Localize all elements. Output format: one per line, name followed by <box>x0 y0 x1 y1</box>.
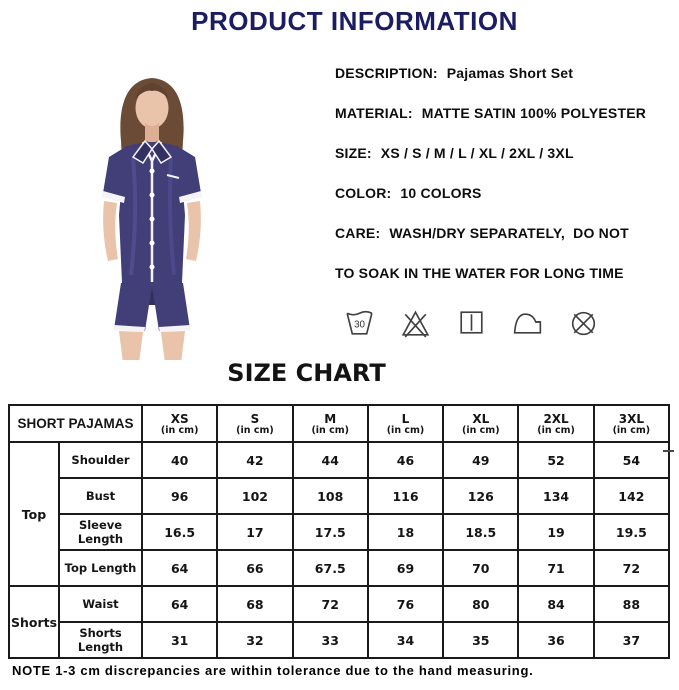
spec-line <box>335 146 679 161</box>
spec-label: COLOR: <box>335 185 392 201</box>
wash-temp-label: 30 <box>354 319 365 331</box>
measure-value-cell: 42 <box>217 442 292 478</box>
do-not-bleach-icon <box>400 304 431 341</box>
spec-line <box>335 266 679 281</box>
measure-value-cell: 88 <box>594 586 669 622</box>
right-arm <box>186 201 201 261</box>
measure-value-cell: 37 <box>594 622 669 658</box>
measure-value-cell: 52 <box>518 442 593 478</box>
measure-value-cell: 64 <box>142 586 217 622</box>
measure-value-cell: 134 <box>518 478 593 514</box>
measure-value-cell: 35 <box>443 622 518 658</box>
spec-line <box>335 106 679 121</box>
size-col-header: S (in cm) <box>217 405 292 442</box>
measure-value-cell: 64 <box>142 550 217 586</box>
spec-label: SIZE: <box>335 145 372 161</box>
measure-value-cell: 54 <box>594 442 669 478</box>
size-col-header: L (in cm) <box>368 405 443 442</box>
spec-value: Pajamas Short Set <box>446 65 574 81</box>
measure-value-cell: 32 <box>217 622 292 658</box>
spec-line <box>335 186 679 201</box>
spec-value: XS / S / M / L / XL / 2XL / 3XL <box>380 145 574 161</box>
measure-value-cell: 18.5 <box>443 514 518 550</box>
measure-label-cell: Shorts Length <box>59 622 142 658</box>
measure-value-cell: 126 <box>443 478 518 514</box>
size-chart-header-row <box>9 405 669 442</box>
pajama-top <box>102 141 202 283</box>
measure-value-cell: 80 <box>443 586 518 622</box>
right-leg <box>161 331 185 360</box>
measure-label-cell: Shoulder <box>59 442 142 478</box>
spec-label: DESCRIPTION: <box>335 65 438 81</box>
measure-value-cell: 17 <box>217 514 292 550</box>
spec-value: 10 COLORS <box>400 185 482 201</box>
table-row <box>9 442 669 478</box>
left-arm <box>103 201 118 261</box>
measure-value-cell: 69 <box>368 550 443 586</box>
measure-value-cell: 31 <box>142 622 217 658</box>
model-photo-illustration <box>60 58 340 360</box>
measure-value-cell: 102 <box>217 478 292 514</box>
measure-value-cell: 142 <box>594 478 669 514</box>
care-icons-row <box>344 304 599 341</box>
group-cell: Top <box>9 442 59 586</box>
size-col-header: XS (in cm) <box>142 405 217 442</box>
measure-value-cell: 84 <box>518 586 593 622</box>
size-col-header: XL (in cm) <box>443 405 518 442</box>
spec-value: MATTE SATIN 100% POLYESTER <box>421 105 647 121</box>
measure-value-cell: 49 <box>443 442 518 478</box>
spec-line <box>335 226 679 241</box>
size-chart-corner-header: SHORT PAJAMAS <box>9 405 142 442</box>
iron-icon <box>512 304 543 341</box>
table-row <box>9 622 669 658</box>
measure-value-cell: 71 <box>518 550 593 586</box>
size-col-header: 3XL (in cm) <box>594 405 669 442</box>
group-cell: Shorts <box>9 586 59 658</box>
spec-value: WASH/DRY SEPARATELY, DO NOT <box>389 225 629 241</box>
spec-label: MATERIAL: <box>335 105 413 121</box>
table-row <box>9 514 669 550</box>
measure-value-cell: 72 <box>594 550 669 586</box>
measure-value-cell: 19 <box>518 514 593 550</box>
measure-value-cell: 116 <box>368 478 443 514</box>
drip-dry-icon <box>456 304 487 341</box>
measure-label-cell: Bust <box>59 478 142 514</box>
measure-value-cell: 67.5 <box>293 550 368 586</box>
measure-value-cell: 33 <box>293 622 368 658</box>
stray-dash-mark <box>663 450 674 452</box>
measure-value-cell: 96 <box>142 478 217 514</box>
left-leg <box>119 331 143 360</box>
size-chart-body <box>9 442 669 658</box>
size-chart-title: SIZE CHART <box>227 359 386 387</box>
pajama-shorts <box>114 283 191 332</box>
spec-label: CARE: <box>335 225 381 241</box>
product-photo <box>60 58 340 360</box>
size-chart-table <box>8 404 670 659</box>
measure-label-cell: Top Length <box>59 550 142 586</box>
measure-value-cell: 36 <box>518 622 593 658</box>
measure-value-cell: 40 <box>142 442 217 478</box>
measure-value-cell: 70 <box>443 550 518 586</box>
spec-lines <box>335 66 679 306</box>
measure-value-cell: 34 <box>368 622 443 658</box>
do-not-dry-clean-icon <box>568 304 599 341</box>
measure-label-cell: Sleeve Length <box>59 514 142 550</box>
wash-30-icon <box>344 304 375 341</box>
measure-value-cell: 108 <box>293 478 368 514</box>
measure-value-cell: 66 <box>217 550 292 586</box>
measure-value-cell: 19.5 <box>594 514 669 550</box>
measure-value-cell: 46 <box>368 442 443 478</box>
table-row <box>9 550 669 586</box>
size-col-header: M (in cm) <box>293 405 368 442</box>
measure-value-cell: 44 <box>293 442 368 478</box>
table-row <box>9 478 669 514</box>
measure-value-cell: 16.5 <box>142 514 217 550</box>
measure-label-cell: Waist <box>59 586 142 622</box>
spec-line <box>335 66 679 81</box>
measure-value-cell: 72 <box>293 586 368 622</box>
spec-value: TO SOAK IN THE WATER FOR LONG TIME <box>335 265 624 281</box>
measure-value-cell: 18 <box>368 514 443 550</box>
measure-value-cell: 68 <box>217 586 292 622</box>
measure-value-cell: 17.5 <box>293 514 368 550</box>
tolerance-note: NOTE 1-3 cm discrepancies are within tolerance due to the hand measuring. <box>12 663 534 678</box>
measure-value-cell: 76 <box>368 586 443 622</box>
table-row <box>9 586 669 622</box>
size-col-header: 2XL (in cm) <box>518 405 593 442</box>
page-title: PRODUCT INFORMATION <box>191 6 518 36</box>
